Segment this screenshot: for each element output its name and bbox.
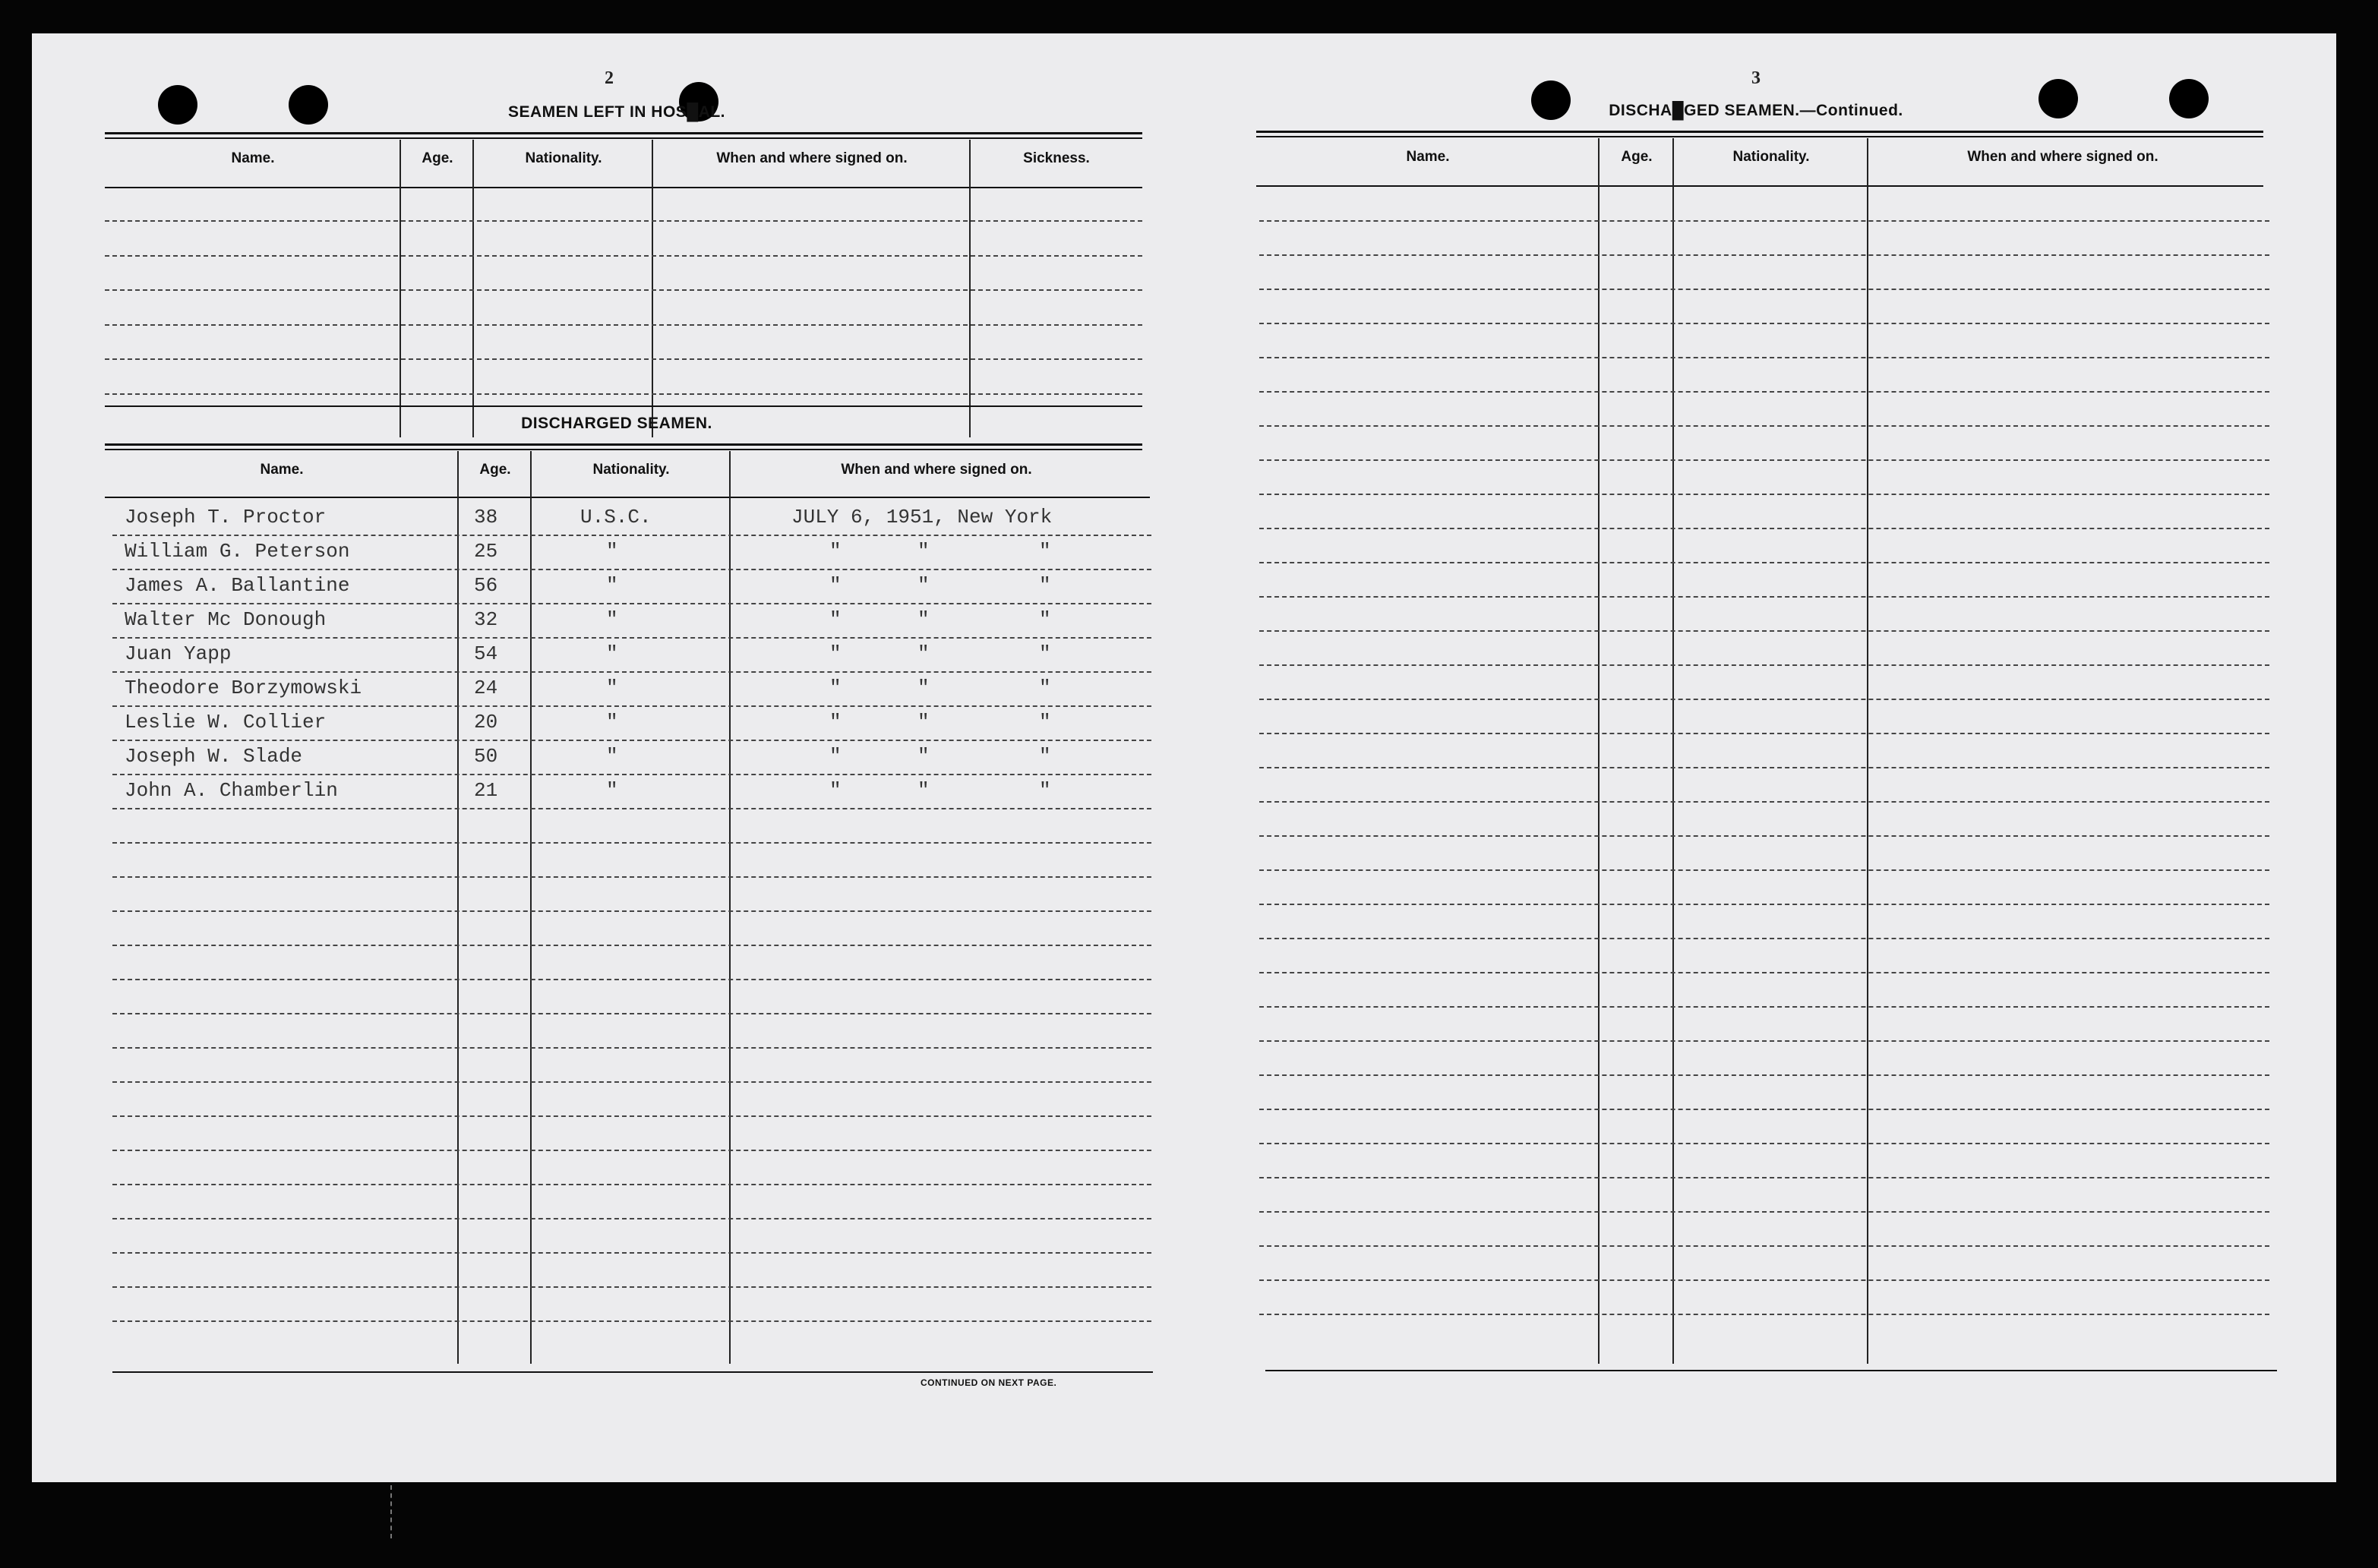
- signed-on-ditto: ": [917, 642, 930, 665]
- ruled-line: [105, 289, 1142, 291]
- seaman-name: James A. Ballantine: [125, 574, 350, 597]
- signed-on-ditto: ": [829, 711, 842, 734]
- ruled-line: [1259, 596, 2269, 598]
- seaman-nationality: ": [606, 540, 618, 563]
- seaman-nationality: ": [606, 642, 618, 665]
- ruled-line: [112, 535, 1151, 536]
- signed-on-ditto: ": [829, 642, 842, 665]
- signed-on-ditto: ": [829, 540, 842, 563]
- column-header-age: Age.: [422, 150, 453, 166]
- table-top-rule: [1256, 136, 2263, 137]
- signed-on-ditto: ": [917, 745, 930, 768]
- seaman-nationality: ": [606, 677, 618, 699]
- ruled-line: [1259, 1211, 2269, 1213]
- right-page: [1171, 33, 2336, 1482]
- ruled-line: [1259, 664, 2269, 666]
- seaman-age: 21: [474, 779, 498, 802]
- ruled-line: [112, 1184, 1151, 1185]
- ruled-line: [105, 324, 1142, 326]
- ruled-line: [1259, 1245, 2269, 1247]
- ruled-line: [1259, 904, 2269, 905]
- ruled-line: [1259, 254, 2269, 256]
- ruled-line: [105, 393, 1142, 395]
- seaman-age: 54: [474, 642, 498, 665]
- signed-on-ditto: ": [829, 608, 842, 631]
- signed-on-ditto: ": [917, 711, 930, 734]
- column-header-nationality: Nationality.: [525, 150, 602, 166]
- signed-on-ditto: ": [1039, 574, 1051, 597]
- signed-on-ditto: ": [829, 574, 842, 597]
- table-top-rule: [105, 443, 1142, 446]
- ruled-line: [112, 1286, 1151, 1288]
- seaman-name: Juan Yapp: [125, 642, 232, 665]
- seaman-name: Leslie W. Collier: [125, 711, 327, 734]
- header-rule: [105, 187, 1142, 188]
- signed-on-ditto: ": [1039, 677, 1051, 699]
- ruled-line: [112, 910, 1151, 912]
- signed-on-ditto: ": [1039, 540, 1051, 563]
- ruled-line: [105, 220, 1142, 222]
- seaman-nationality: ": [606, 711, 618, 734]
- table-bottom-rule: [105, 405, 1142, 407]
- form-sheet: [32, 33, 2336, 1482]
- column-divider: [457, 451, 459, 1364]
- table-top-rule: [1256, 131, 2263, 133]
- seaman-nationality: ": [606, 574, 618, 597]
- ruled-line: [1259, 323, 2269, 324]
- table-bottom-rule: [1265, 1370, 2277, 1371]
- seaman-nationality: U.S.C.: [580, 506, 652, 528]
- ruled-line: [112, 1047, 1151, 1049]
- seaman-nationality: ": [606, 745, 618, 768]
- page-number: 2: [605, 68, 614, 88]
- ruled-line: [105, 255, 1142, 257]
- header-rule: [105, 497, 1150, 498]
- ruled-line: [112, 774, 1151, 775]
- ruled-line: [1259, 801, 2269, 803]
- signed-on-ditto: ": [1039, 745, 1051, 768]
- ruled-line: [1259, 699, 2269, 700]
- ruled-line: [1259, 1314, 2269, 1315]
- ruled-line: [1259, 835, 2269, 837]
- ruled-line: [1259, 1177, 2269, 1178]
- signed-on-ditto: ": [917, 608, 930, 631]
- table-top-rule: [105, 137, 1142, 139]
- ruled-line: [1259, 289, 2269, 290]
- hospital-section-title: SEAMEN LEFT IN HOS█AL.: [507, 103, 726, 121]
- column-header-age: Age.: [479, 462, 511, 478]
- ruled-line: [112, 876, 1151, 878]
- seaman-age: 20: [474, 711, 498, 734]
- column-header-signed-on: When and where signed on.: [841, 462, 1032, 478]
- ruled-line: [1259, 391, 2269, 393]
- signed-on-ditto: ": [829, 745, 842, 768]
- column-header-signed-on: When and where signed on.: [1967, 149, 2159, 165]
- ruled-line: [112, 1218, 1151, 1219]
- ruled-line: [112, 671, 1151, 673]
- seaman-nationality: ": [606, 608, 618, 631]
- ruled-line: [112, 603, 1151, 604]
- ruled-line: [1259, 357, 2269, 358]
- signed-on-entry: JULY 6, 1951, New York: [791, 506, 1053, 528]
- signed-on-ditto: ": [1039, 779, 1051, 802]
- ruled-line: [1259, 1143, 2269, 1144]
- ruled-line: [1259, 869, 2269, 871]
- ruled-line: [112, 979, 1151, 980]
- ruled-line: [1259, 1040, 2269, 1042]
- signed-on-ditto: ": [1039, 711, 1051, 734]
- page-number: 3: [1751, 68, 1761, 88]
- seaman-name: Joseph W. Slade: [125, 745, 303, 768]
- ruled-line: [1259, 1006, 2269, 1008]
- seaman-age: 38: [474, 506, 498, 528]
- continued-note: CONTINUED ON NEXT PAGE.: [921, 1377, 1057, 1388]
- ruled-line: [112, 1150, 1151, 1151]
- signed-on-ditto: ": [917, 779, 930, 802]
- ruled-line: [1259, 425, 2269, 427]
- signed-on-ditto: ": [1039, 608, 1051, 631]
- ruled-line: [112, 808, 1151, 809]
- ruled-line: [1259, 1279, 2269, 1281]
- ruled-line: [1259, 630, 2269, 632]
- column-header-name: Name.: [231, 150, 275, 166]
- column-divider: [729, 451, 731, 1364]
- ruled-line: [1259, 528, 2269, 529]
- ruled-line: [112, 1320, 1151, 1322]
- ruled-line: [1259, 1074, 2269, 1076]
- ruled-line: [1259, 1109, 2269, 1110]
- ruled-line: [1259, 767, 2269, 768]
- column-header-nationality: Nationality.: [1732, 149, 1810, 165]
- ruled-line: [112, 945, 1151, 946]
- seaman-name: William G. Peterson: [125, 540, 350, 563]
- column-header-name: Name.: [1406, 149, 1450, 165]
- ruled-line: [112, 740, 1151, 741]
- signed-on-ditto: ": [829, 677, 842, 699]
- header-rule: [1256, 185, 2263, 187]
- ruled-line: [112, 705, 1151, 707]
- table-top-rule: [105, 132, 1142, 134]
- ruled-line: [112, 1013, 1151, 1014]
- ruled-line: [1259, 938, 2269, 939]
- seaman-age: 50: [474, 745, 498, 768]
- ruled-line: [112, 1115, 1151, 1117]
- seaman-age: 24: [474, 677, 498, 699]
- seaman-name: John A. Chamberlin: [125, 779, 338, 802]
- left-page: [32, 33, 1171, 1482]
- ruled-line: [1259, 220, 2269, 222]
- signed-on-ditto: ": [917, 574, 930, 597]
- ruled-line: [1259, 494, 2269, 495]
- seaman-nationality: ": [606, 779, 618, 802]
- discharged-section-title: DISCHARGED SEAMEN.: [521, 415, 712, 432]
- seaman-age: 32: [474, 608, 498, 631]
- seaman-age: 25: [474, 540, 498, 563]
- signed-on-ditto: ": [917, 540, 930, 563]
- edge-mark: [390, 1485, 394, 1538]
- signed-on-ditto: ": [1039, 642, 1051, 665]
- column-header-nationality: Nationality.: [592, 462, 670, 478]
- ruled-line: [112, 842, 1151, 844]
- ruled-line: [105, 358, 1142, 360]
- signed-on-ditto: ": [829, 779, 842, 802]
- ruled-line: [112, 1252, 1151, 1254]
- table-top-rule: [105, 449, 1142, 450]
- column-header-sickness: Sickness.: [1023, 150, 1090, 166]
- column-header-signed-on: When and where signed on.: [716, 150, 908, 166]
- table-bottom-rule: [112, 1371, 1153, 1373]
- ruled-line: [112, 637, 1151, 639]
- seaman-name: Walter Mc Donough: [125, 608, 327, 631]
- ruled-line: [1259, 459, 2269, 461]
- seaman-name: Joseph T. Proctor: [125, 506, 327, 528]
- ruled-line: [112, 1081, 1151, 1083]
- seaman-name: Theodore Borzymowski: [125, 677, 362, 699]
- ruled-line: [1259, 972, 2269, 973]
- column-header-age: Age.: [1621, 149, 1653, 165]
- column-divider: [530, 451, 532, 1364]
- signed-on-ditto: ": [917, 677, 930, 699]
- column-header-name: Name.: [260, 462, 304, 478]
- seaman-age: 56: [474, 574, 498, 597]
- ruled-line: [112, 569, 1151, 570]
- continued-section-title: DISCHA█GED SEAMEN.—Continued.: [1609, 102, 1903, 119]
- ruled-line: [1259, 733, 2269, 734]
- ruled-line: [1259, 562, 2269, 563]
